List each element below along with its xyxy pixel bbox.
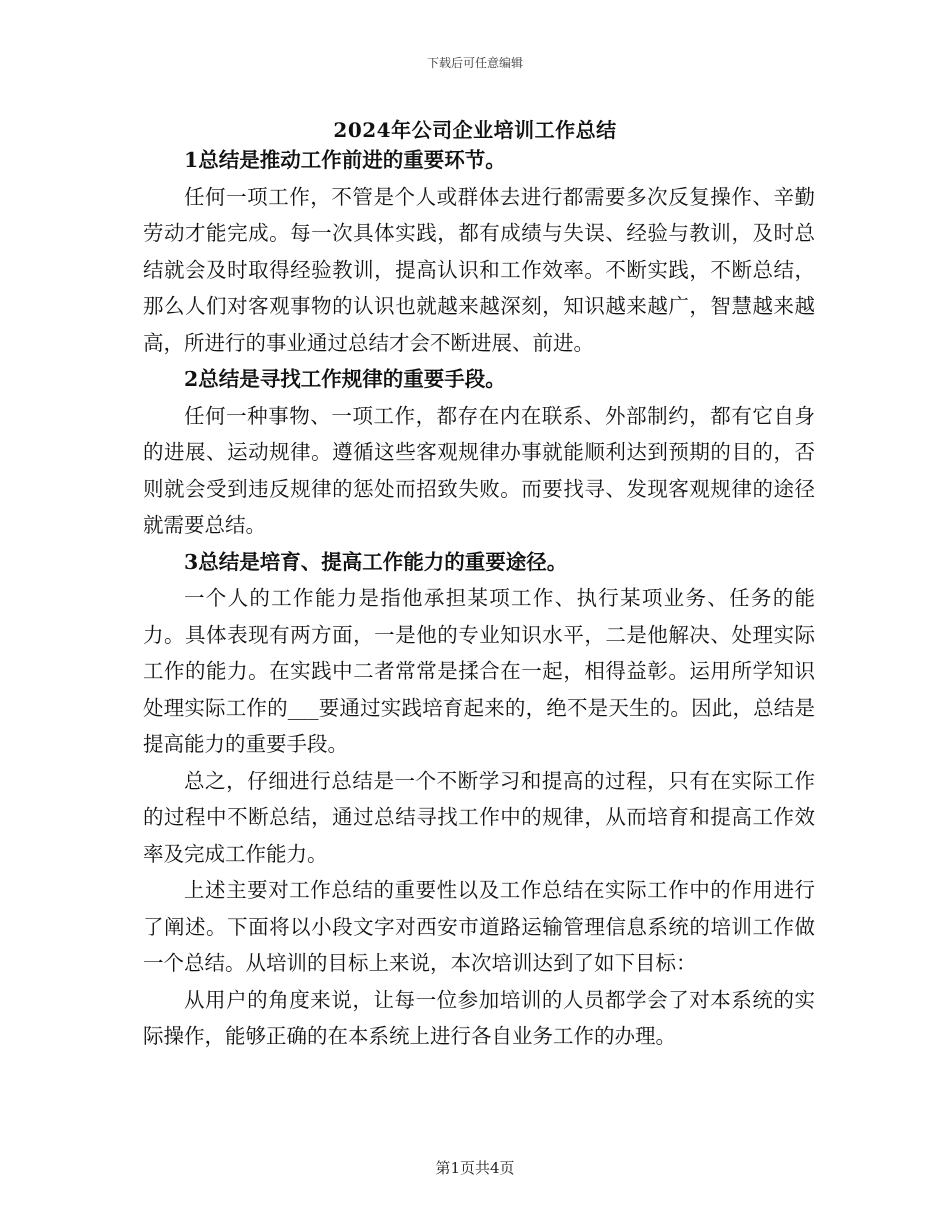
- paragraph: 一个人的工作能力是指他承担某项工作、执行某项业务、任务的能力。具体表现有两方面，一是他的专业知识水平，二是他解决、处理实际工作的能力。在实践中二者常常是揉合在一起，相得益彰。运用所学知识处理实际工作的___要通过实践培育起来的，绝不是天生的。因此，总结是提高能力的重要手段。: [143, 586, 815, 756]
- document-title: 2024年公司企业培训工作总结: [333, 118, 617, 142]
- section-heading-3: 3总结是培育、提高工作能力的重要途径。: [184, 549, 568, 574]
- section-heading-1: 1总结是推动工作前进的重要环节。: [184, 148, 506, 172]
- section-heading-2: 2总结是寻找工作规律的重要手段。: [184, 367, 506, 391]
- paragraph: 从用户的角度来说，让每一位参加培训的人员都学会了对本系统的实际操作，能够正确的在本系统上进行各自业务工作的办理。: [143, 987, 815, 1048]
- page-number: 第1页共4页: [435, 1159, 515, 1177]
- header-note: 下载后可任意编辑: [426, 56, 523, 70]
- document-body: [143, 142, 815, 1055]
- paragraph: 任何一种事物、一项工作，都存在内在联系、外部制约，都有它自身的进展、运动规律。遵循这些客观规律办事就能顺利达到预期的目的，否则就会受到违反规律的惩处而招致失败。而要找寻、发现客观规律的途径就需要总结。: [143, 403, 815, 537]
- paragraph: 任何一项工作，不管是个人或群体去进行都需要多次反复操作、辛勤劳动才能完成。每一次具体实践，都有成绩与失误、经验与教训，及时总结就会及时取得经验教训，提高认识和工作效率。不断实践，不断总结，那么人们对客观事物的认识也就越来越深刻，知识越来越广，智慧越来越高，所进行的事业通过总结才会不断进展、前进。: [143, 184, 815, 355]
- paragraph: 上述主要对工作总结的重要性以及工作总结在实际工作中的作用进行了阐述。下面将以小段文字对西安市道路运输管理信息系统的培训工作做一个总结。从培训的目标上来说，本次培训达到了如下目标：: [143, 878, 815, 975]
- paragraph: 总之，仔细进行总结是一个不断学习和提高的过程，只有在实际工作的过程中不断总结，通过总结寻找工作中的规律，从而培育和提高工作效率及完成工作能力。: [143, 768, 815, 866]
